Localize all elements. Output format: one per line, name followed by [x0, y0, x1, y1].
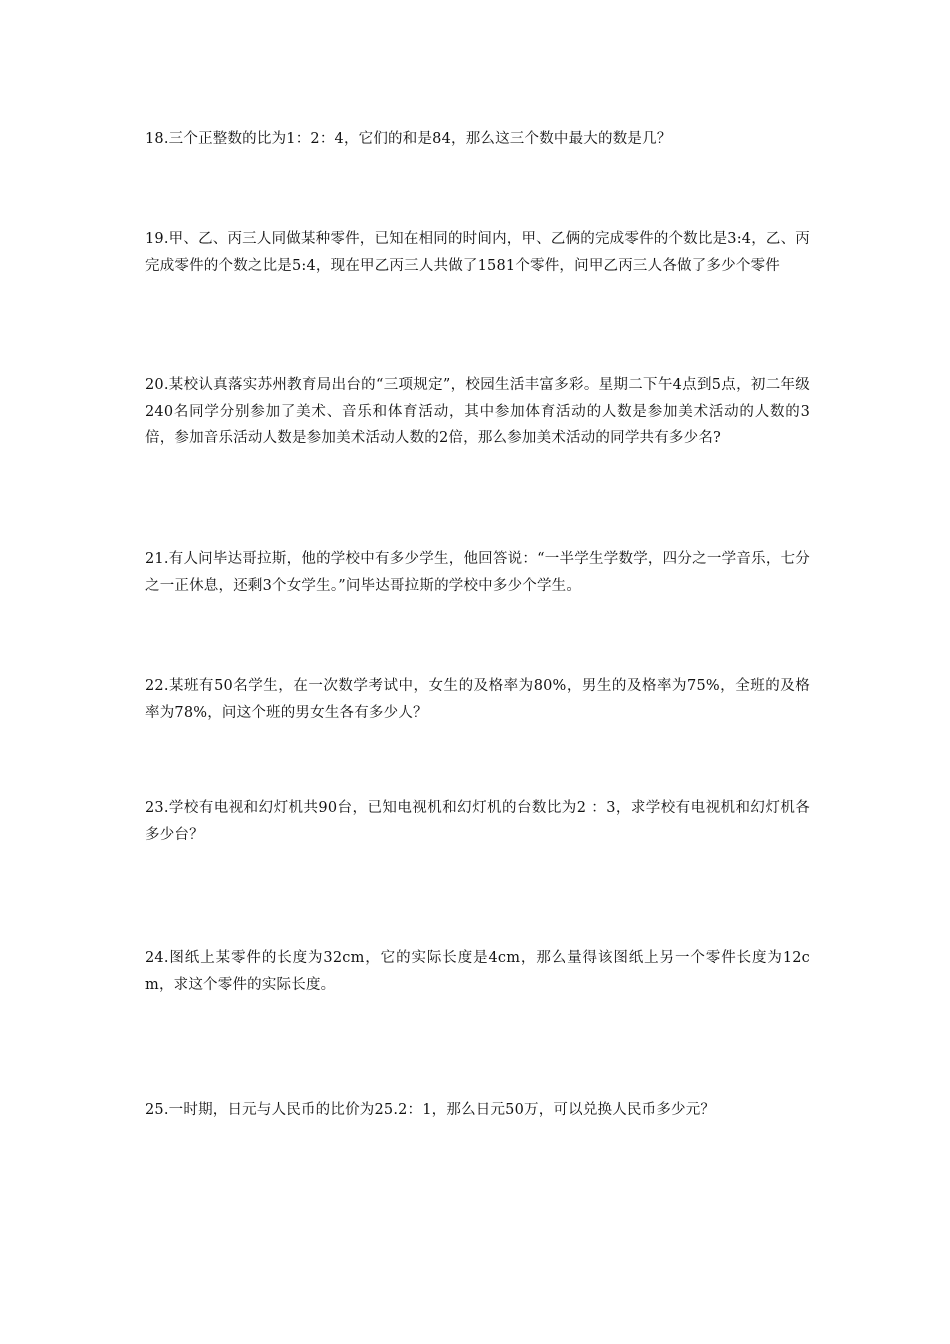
- question-19: [145, 226, 810, 279]
- question-number: 23.: [145, 800, 169, 816]
- question-22: [145, 673, 810, 726]
- question-text: 图纸上某零件的长度为32cm，它的实际长度是4cm，那么量得该图纸上另一个零件长度为12cm，求这个零件的实际长度。: [145, 950, 810, 993]
- question-text: 学校有电视和幻灯机共90台，已知电视机和幻灯机的台数比为2 ：3，求学校有电视机和幻灯机各多少台？: [145, 800, 810, 843]
- question-text: 有人问毕达哥拉斯，他的学校中有多少学生，他回答说：“一半学生学数学，四分之一学音乐，七分之一正休息，还剩3个女学生。”问毕达哥拉斯的学校中多少个学生。: [145, 551, 810, 594]
- question-text: 一时期，日元与人民币的比价为25.2：1，那么日元50万，可以兑换人民币多少元？: [168, 1102, 716, 1118]
- question-number: 22.: [145, 678, 169, 694]
- question-25: [145, 1097, 810, 1124]
- question-21: [145, 546, 810, 599]
- question-number: 24.: [145, 950, 169, 966]
- question-20: [145, 372, 810, 452]
- question-number: 19.: [145, 231, 169, 247]
- question-23: [145, 795, 810, 848]
- question-number: 20.: [145, 377, 169, 393]
- question-text: 某校认真落实苏州教育局出台的“三项规定”，校园生活丰富多彩。星期二下午4点到5点，初二年级240名同学分别参加了美术、音乐和体育活动，其中参加体育活动的人数是参加美术活动的人数的3倍，参加音乐活动人数是参加美术活动人数的2倍，那么参加美术活动的同学共有多少名?: [145, 377, 810, 446]
- question-24: [145, 945, 810, 998]
- question-text: 某班有50名学生，在一次数学考试中，女生的及格率为80%，男生的及格率为75%，全班的及格率为78%，问这个班的男女生各有多少人？: [145, 678, 810, 721]
- question-number: 25.: [145, 1102, 169, 1118]
- question-18: [145, 126, 810, 153]
- question-number: 21.: [145, 551, 169, 567]
- question-text: 三个正整数的比为1：2：4，它们的和是84，那么这三个数中最大的数是几？: [168, 131, 672, 147]
- question-text: 甲、乙、丙三人同做某种零件，已知在相同的时间内，甲、乙俩的完成零件的个数比是3:4，乙、丙完成零件的个数之比是5:4，现在甲乙丙三人共做了1581个零件，问甲乙丙三人各做了多少个零件: [145, 231, 811, 274]
- question-number: 18.: [145, 131, 169, 147]
